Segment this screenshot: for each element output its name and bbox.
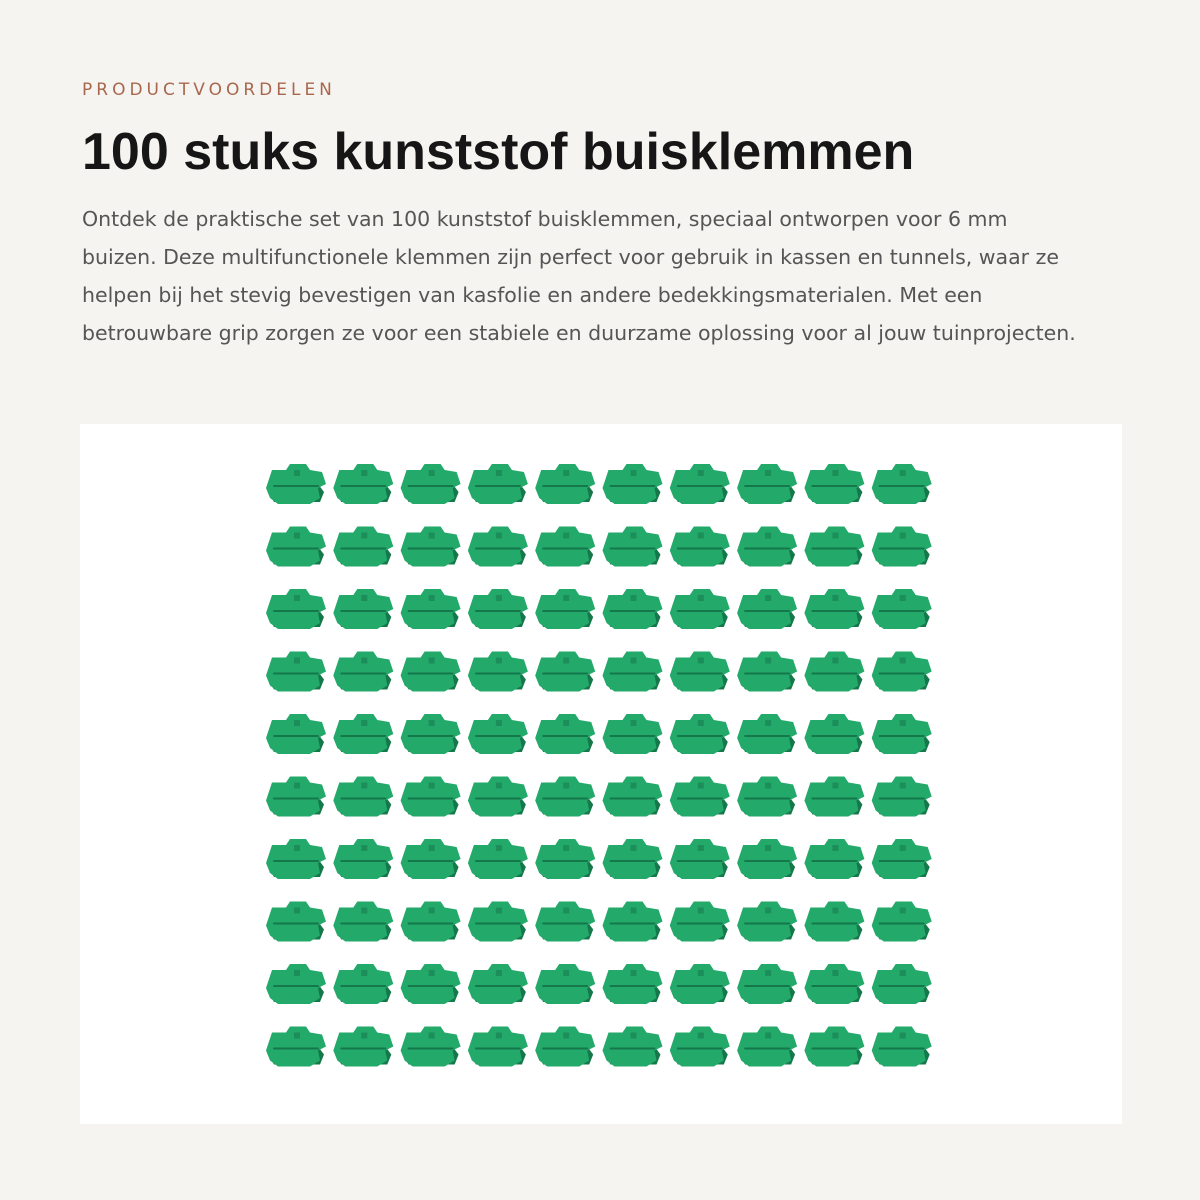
green-clip-icon	[333, 714, 393, 754]
green-clip-icon	[401, 589, 461, 629]
green-clip-icon	[535, 714, 595, 754]
green-clip-icon	[333, 1027, 393, 1067]
green-clip-icon	[804, 652, 864, 692]
green-clip-icon	[333, 964, 393, 1004]
green-clip-icon	[872, 464, 932, 504]
green-clip-icon	[535, 464, 595, 504]
product-image	[80, 424, 1122, 1124]
green-clip-icon	[872, 964, 932, 1004]
green-clip-icon	[670, 777, 730, 817]
green-clip-icon	[804, 964, 864, 1004]
green-clip-icon	[670, 652, 730, 692]
clip-grid	[80, 424, 1122, 1124]
green-clip-icon	[670, 589, 730, 629]
eyebrow-label: PRODUCTVOORDELEN	[82, 80, 336, 100]
green-clip-icon	[737, 652, 797, 692]
green-clip-icon	[401, 839, 461, 879]
green-clip-icon	[468, 777, 528, 817]
green-clip-icon	[333, 589, 393, 629]
green-clip-icon	[401, 964, 461, 1004]
green-clip-icon	[468, 902, 528, 942]
green-clip-icon	[333, 902, 393, 942]
green-clip-icon	[266, 777, 326, 817]
page-title: 100 stuks kunststof buisklemmen	[82, 123, 915, 181]
green-clip-icon	[603, 464, 663, 504]
green-clip-icon	[804, 464, 864, 504]
green-clip-icon	[670, 714, 730, 754]
green-clip-icon	[535, 902, 595, 942]
green-clip-icon	[872, 652, 932, 692]
green-clip-icon	[804, 527, 864, 567]
green-clip-icon	[266, 589, 326, 629]
green-clip-icon	[468, 589, 528, 629]
green-clip-icon	[401, 777, 461, 817]
green-clip-icon	[603, 527, 663, 567]
green-clip-icon	[737, 777, 797, 817]
green-clip-icon	[333, 652, 393, 692]
green-clip-icon	[266, 652, 326, 692]
product-description: Ontdek de praktische set van 100 kunststof buisklemmen, speciaal ontworpen voor 6 mm buizen. Deze multifunctionele klemmen zijn perfect voor gebruik in kassen en tunnels, waar ze helpen bij het stevig bevestigen van kasfolie en andere bedekkingsmaterialen. Met een betrouwbare grip zorgen ze voor een stabiele en duurzame oplossing voor al jouw tuinprojecten.	[82, 207, 1076, 345]
green-clip-icon	[670, 902, 730, 942]
green-clip-icon	[603, 902, 663, 942]
green-clip-icon	[804, 1027, 864, 1067]
green-clip-icon	[535, 589, 595, 629]
green-clip-icon	[468, 714, 528, 754]
green-clip-icon	[333, 839, 393, 879]
green-clip-icon	[535, 1027, 595, 1067]
green-clip-icon	[333, 527, 393, 567]
green-clip-icon	[603, 1027, 663, 1067]
green-clip-icon	[804, 902, 864, 942]
green-clip-icon	[872, 589, 932, 629]
green-clip-icon	[670, 964, 730, 1004]
green-clip-icon	[266, 964, 326, 1004]
green-clip-icon	[872, 1027, 932, 1067]
green-clip-icon	[535, 777, 595, 817]
green-clip-icon	[737, 589, 797, 629]
green-clip-icon	[333, 464, 393, 504]
green-clip-icon	[737, 1027, 797, 1067]
green-clip-icon	[603, 964, 663, 1004]
green-clip-icon	[670, 1027, 730, 1067]
green-clip-icon	[468, 964, 528, 1004]
green-clip-icon	[804, 839, 864, 879]
green-clip-icon	[737, 527, 797, 567]
green-clip-icon	[401, 714, 461, 754]
green-clip-icon	[872, 527, 932, 567]
green-clip-icon	[737, 839, 797, 879]
green-clip-icon	[872, 902, 932, 942]
green-clip-icon	[603, 714, 663, 754]
green-clip-icon	[401, 527, 461, 567]
green-clip-icon	[266, 714, 326, 754]
green-clip-icon	[804, 777, 864, 817]
green-clip-icon	[737, 902, 797, 942]
green-clip-icon	[737, 714, 797, 754]
green-clip-icon	[401, 652, 461, 692]
green-clip-icon	[603, 777, 663, 817]
green-clip-icon	[468, 1027, 528, 1067]
green-clip-icon	[468, 464, 528, 504]
green-clip-icon	[468, 839, 528, 879]
green-clip-icon	[535, 839, 595, 879]
green-clip-icon	[804, 714, 864, 754]
green-clip-icon	[603, 839, 663, 879]
green-clip-icon	[535, 527, 595, 567]
green-clip-icon	[872, 714, 932, 754]
green-clip-icon	[535, 964, 595, 1004]
green-clip-icon	[603, 589, 663, 629]
green-clip-icon	[266, 1027, 326, 1067]
green-clip-icon	[333, 777, 393, 817]
green-clip-icon	[468, 652, 528, 692]
green-clip-icon	[804, 589, 864, 629]
green-clip-icon	[670, 527, 730, 567]
green-clip-icon	[401, 902, 461, 942]
green-clip-icon	[401, 1027, 461, 1067]
green-clip-icon	[872, 777, 932, 817]
green-clip-icon	[266, 527, 326, 567]
green-clip-icon	[603, 652, 663, 692]
green-clip-icon	[468, 527, 528, 567]
green-clip-icon	[535, 652, 595, 692]
green-clip-icon	[737, 964, 797, 1004]
green-clip-icon	[266, 464, 326, 504]
green-clip-icon	[737, 464, 797, 504]
green-clip-icon	[401, 464, 461, 504]
green-clip-icon	[266, 902, 326, 942]
green-clip-icon	[266, 839, 326, 879]
green-clip-icon	[670, 464, 730, 504]
green-clip-icon	[670, 839, 730, 879]
green-clip-icon	[872, 839, 932, 879]
